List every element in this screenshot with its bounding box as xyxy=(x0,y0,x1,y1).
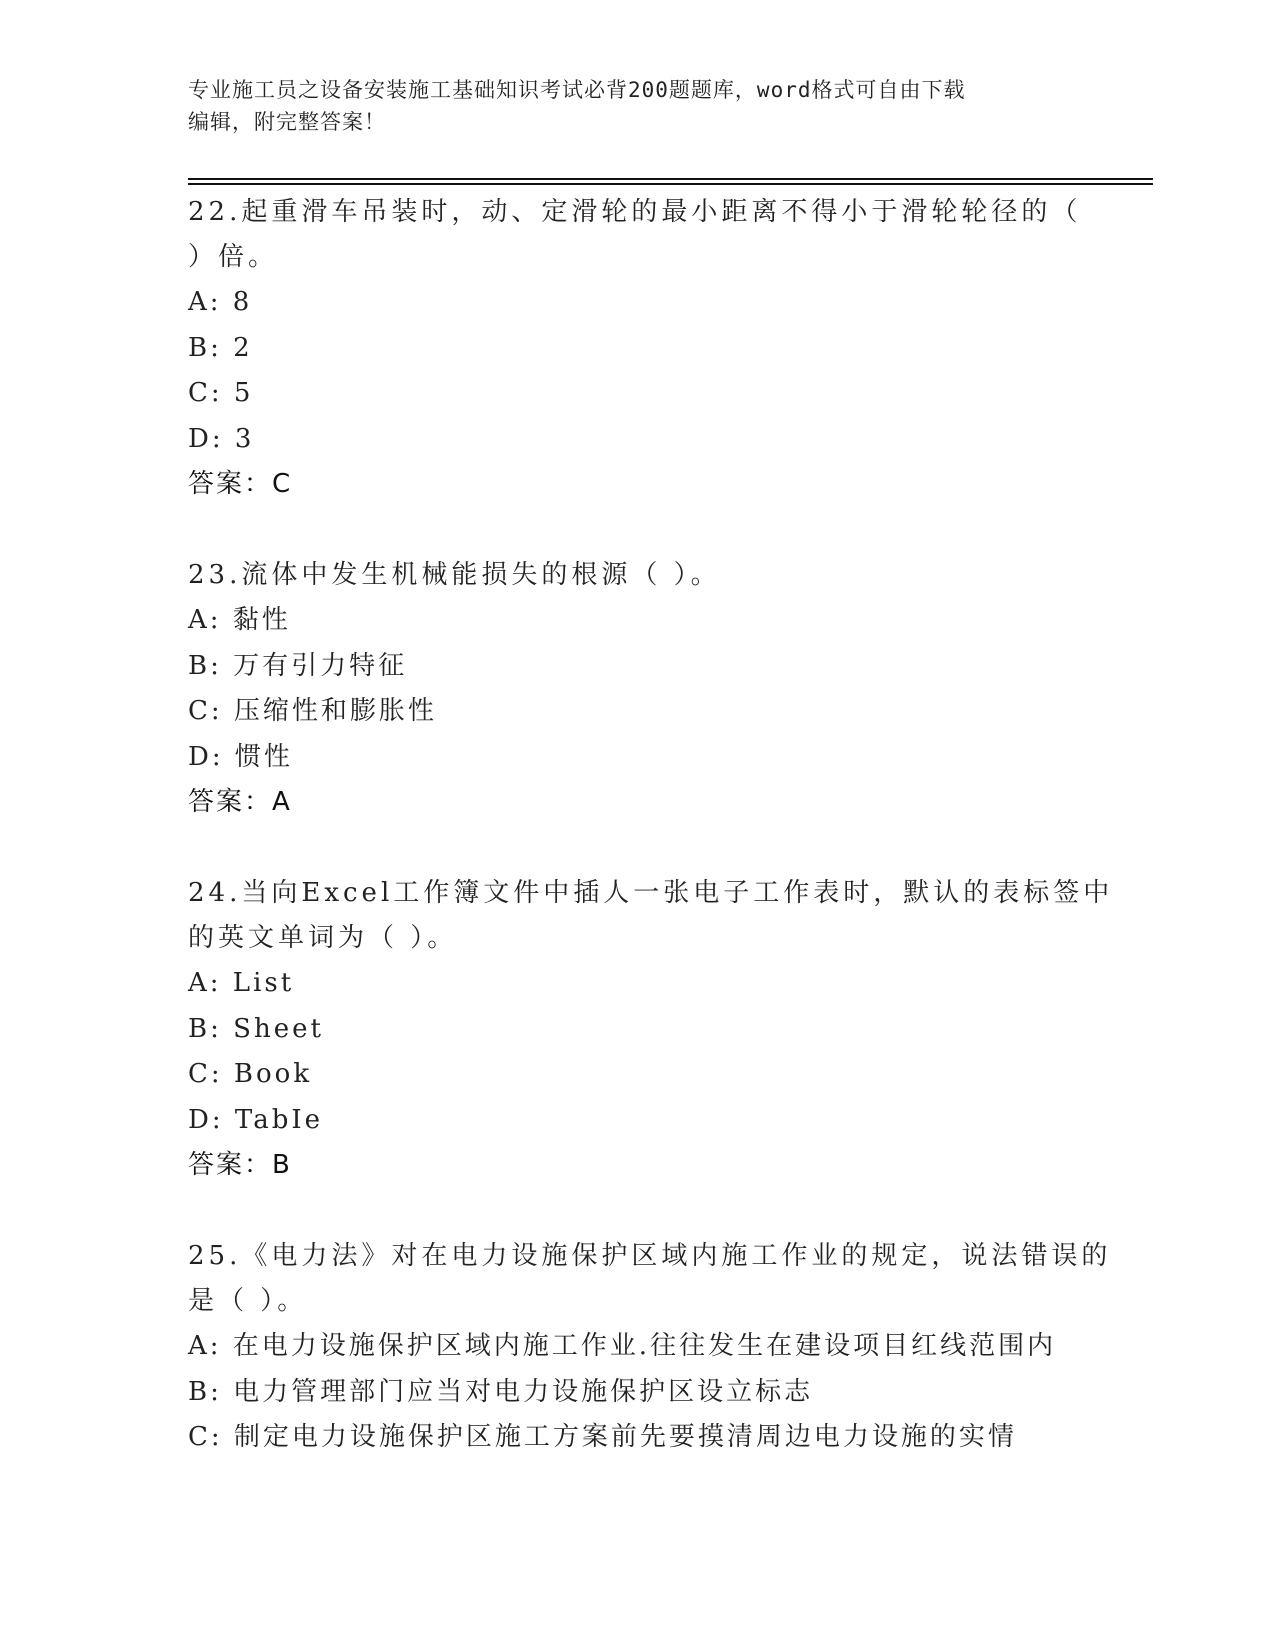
stem-line: ）倍。 xyxy=(188,242,279,272)
option-a: A: 8 xyxy=(188,287,253,317)
header-divider-bottom xyxy=(188,183,1153,185)
option-c: C: 5 xyxy=(188,378,254,408)
header-title-line-1: 专业施工员之设备安装施工基础知识考试必背200题题库，word格式可自由下载 xyxy=(188,78,966,102)
question-23 xyxy=(188,553,1088,824)
stem-line: 24.当向Excel工作簿文件中插人一张电子工作表时，默认的表标签中 xyxy=(188,878,1114,908)
option-a: A: List xyxy=(188,968,295,998)
stem-line: 22.起重滑车吊装时，动、定滑轮的最小距离不得小于滑轮轮径的（ xyxy=(188,197,1082,227)
option-b: B: 2 xyxy=(188,332,253,363)
stem-line: 的英文单词为（ ）。 xyxy=(188,923,458,953)
header-title-line-2: 编辑，附完整答案！ xyxy=(188,110,386,134)
question-list xyxy=(188,190,1114,1461)
header-divider-top xyxy=(188,178,1153,180)
stem-line: 23.流体中发生机械能损失的根源（ ）。 xyxy=(188,560,721,590)
stem-line: 25.《电力法》对在电力设施保护区域内施工作业的规定，说法错误的 xyxy=(188,1241,1112,1271)
option-d: D: 3 xyxy=(188,423,255,454)
option-c: C: 制定电力设施保护区施工方案前先要摸清周边电力设施的实情 xyxy=(188,1422,1017,1452)
question-stem xyxy=(188,871,1114,961)
question-stem xyxy=(188,1234,1112,1324)
option-b: B: Sheet xyxy=(188,1013,324,1044)
document-header xyxy=(188,74,1068,138)
option-b: B: 万有引力特征 xyxy=(188,650,408,681)
question-stem xyxy=(188,190,1088,280)
option-a: A: 黏性 xyxy=(188,605,291,635)
answer-line: 答案：A xyxy=(188,787,292,817)
option-c: C: 压缩性和膨胀性 xyxy=(188,696,437,726)
answer-line: 答案：C xyxy=(188,469,293,499)
option-d: D: 惯性 xyxy=(188,741,293,772)
question-stem xyxy=(188,553,1088,598)
question-25 xyxy=(188,1234,1112,1461)
option-b: B: 电力管理部门应当对电力设施保护区设立标志 xyxy=(188,1376,814,1407)
stem-line: 是（ ）。 xyxy=(188,1286,308,1316)
option-d: D: TabIe xyxy=(188,1104,323,1135)
option-c: C: Book xyxy=(188,1059,313,1089)
option-a: A: 在电力设施保护区域内施工作业.往往发生在建设项目红线范围内 xyxy=(188,1331,1057,1361)
question-24 xyxy=(188,871,1114,1187)
question-22 xyxy=(188,190,1088,506)
answer-line: 答案：B xyxy=(188,1150,292,1180)
